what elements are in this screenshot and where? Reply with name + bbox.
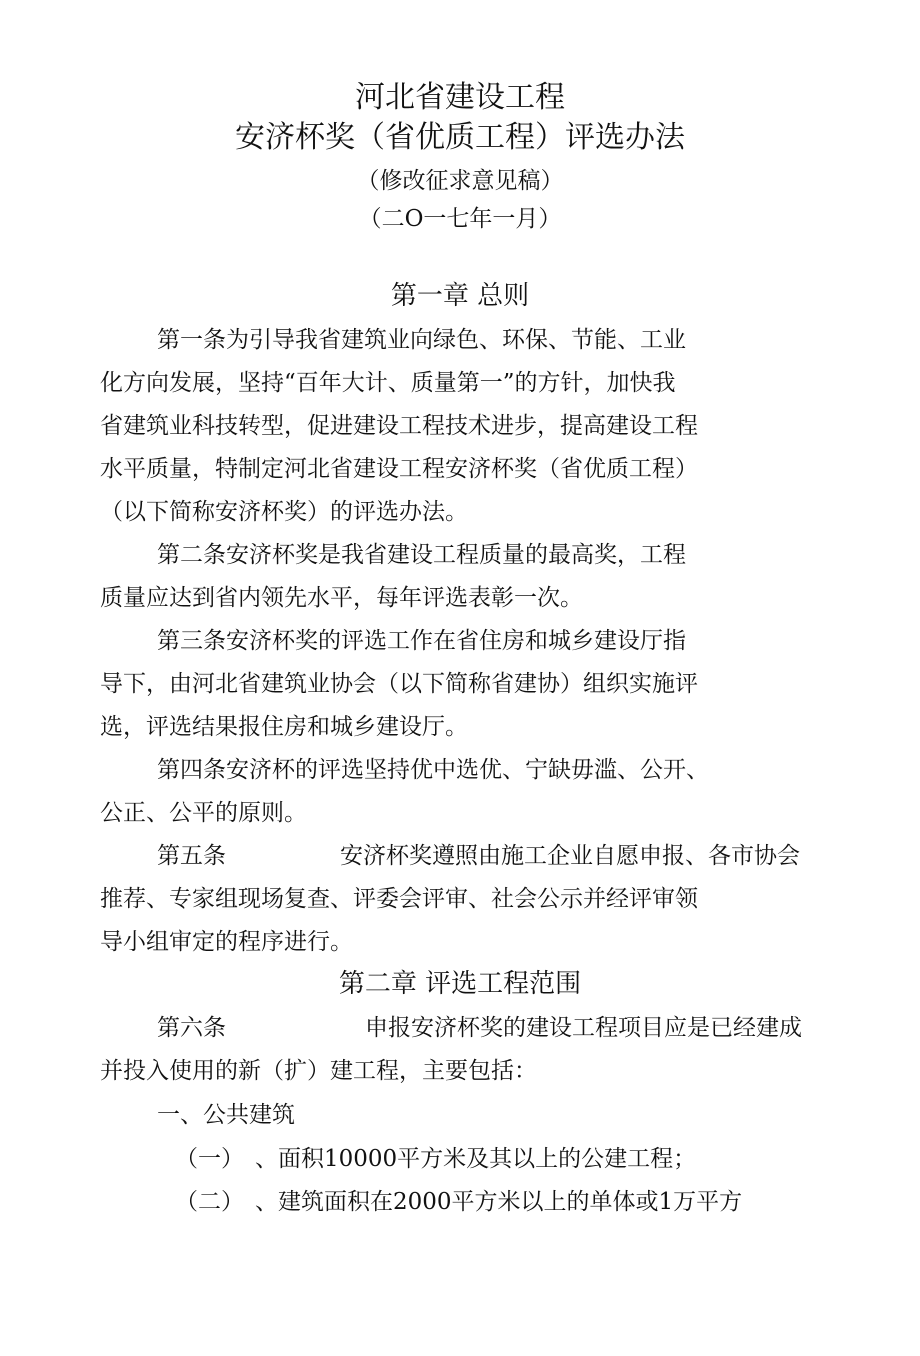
title-line-2: 安济杯奖（省优质工程）评选办法 <box>235 120 685 155</box>
item-text: 、面积10000平方米及其以上的公建工程； <box>255 1146 697 1172</box>
article-5-line: 安济杯奖遵照由施工企业自愿申报、各市协会 <box>340 843 800 869</box>
article-2-line: 质量应达到省内领先水平，每年评选表彰一次。 <box>100 585 583 611</box>
article-6-line: 并投入使用的新（扩）建工程，主要包括： <box>100 1058 537 1084</box>
date-note: （二O一七年一月） <box>358 206 562 232</box>
article-5-line: 推荐、专家组现场复查、评委会评审、社会公示并经评审领 <box>100 886 698 912</box>
article-6-label: 第六条 <box>157 1015 226 1041</box>
article-1-line: （以下简称安济杯奖）的评选办法。 <box>100 499 468 525</box>
article-5-label: 第五条 <box>157 843 226 869</box>
chapter-2-heading: 第二章 评选工程范围 <box>338 969 582 999</box>
article-4-line: 公正、公平的原则。 <box>100 800 307 826</box>
article-3-line: 第三条安济杯奖的评选工作在省住房和城乡建设厅指 <box>157 628 686 654</box>
article-5-line: 导小组审定的程序进行。 <box>100 929 353 955</box>
article-1-line: 水平质量，特制定河北省建设工程安济杯奖（省优质工程） <box>100 456 698 482</box>
item-text: 、建筑面积在2000平方米以上的单体或1万平方 <box>255 1189 743 1215</box>
article-6-line: 申报安济杯奖的建设工程项目应是已经建成 <box>365 1015 802 1041</box>
article-1-line: 第一条为引导我省建筑业向绿色、环保、节能、工业 <box>157 327 686 353</box>
item-number: （二） <box>175 1189 244 1215</box>
article-4-line: 第四条安济杯的评选坚持优中选优、宁缺毋滥、公开、 <box>157 757 709 783</box>
article-1-line: 省建筑业科技转型，促进建设工程技术进步，提高建设工程 <box>100 413 698 439</box>
section-1-heading: 一、公共建筑 <box>157 1102 295 1128</box>
article-3-line: 选，评选结果报住房和城乡建设厅。 <box>100 714 468 740</box>
article-2-line: 第二条安济杯奖是我省建设工程质量的最高奖，工程 <box>157 542 686 568</box>
draft-note: （修改征求意见稿） <box>356 168 564 194</box>
article-3-line: 导下，由河北省建筑业协会（以下简称省建协）组织实施评 <box>100 671 698 697</box>
article-1-line: 化方向发展，坚持“百年大计、质量第一”的方针，加快我 <box>100 370 676 396</box>
item-number: （一） <box>175 1146 244 1172</box>
title-line-1: 河北省建设工程 <box>355 80 565 115</box>
chapter-1-heading: 第一章 总则 <box>390 281 530 311</box>
